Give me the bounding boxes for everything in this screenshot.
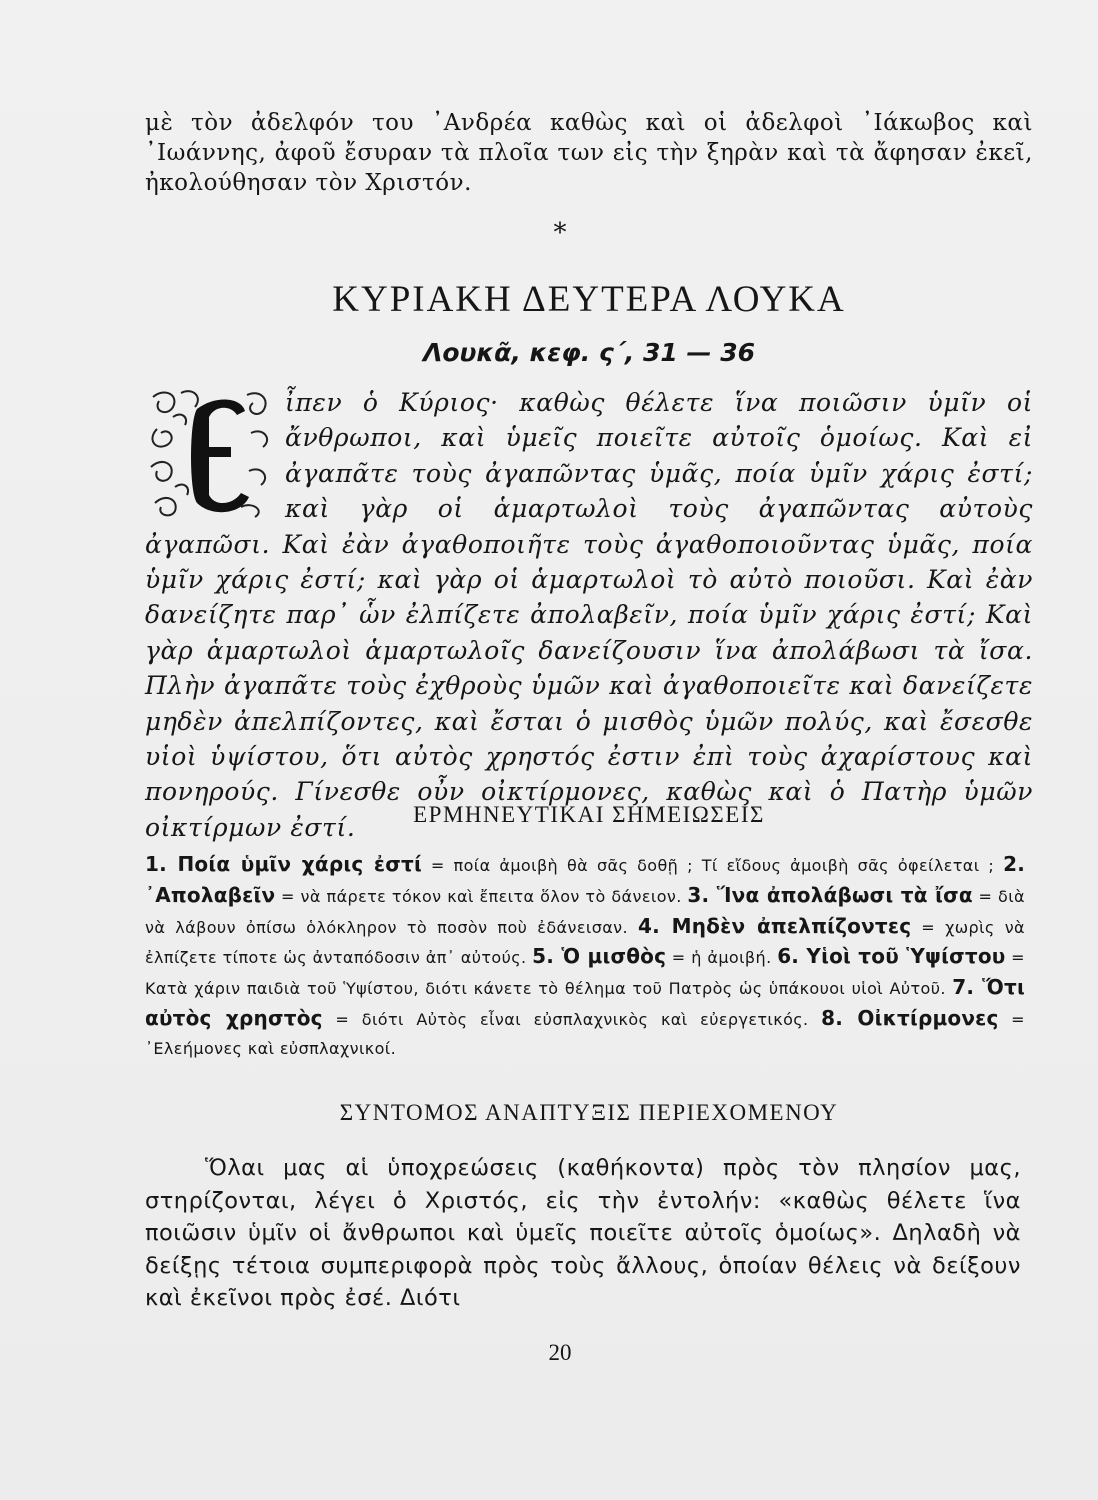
- summary-paragraph: Ὅλαι μας αἱ ὑποχρεώσεις (καθήκοντα) πρὸς τὸν πλησίον μας, στηρίζονται, λέγει ὁ Χριστός, εἰς τὴν ἐντολήν: «καθὼς θέλετε ἵνα ποιῶσιν ὑμῖν οἱ ἄνθρωποι καὶ ὑμεῖς ποιεῖτε αὐτοῖς ὁμοίως». Δηλαδὴ νὰ δείξῃς τέτοια συμπεριφορὰ πρὸς τοὺς ἄλλους, ὁποίαν θέλεις νὰ δείξουν καὶ ἐκεῖνοι πρὸς ἐσέ. Διότι: [145, 1155, 1021, 1312]
- note-term: 5. Ὁ μισθὸς: [532, 944, 667, 969]
- note-definition: = Κατὰ χάριν παιδιὰ τοῦ Ὑψίστου, διότι κάνετε τὸ θέλημα τοῦ Πατρὸς ὡς ὑπάκουοι υἱοὶ Αὐτοῦ.: [145, 948, 1025, 999]
- note-term: 6. Υἱοὶ τοῦ Ὑψίστου: [777, 944, 1006, 969]
- note-term: 2. ᾿Απολαβεῖν: [145, 852, 1025, 907]
- scripture-reference: Λουκᾶ, κεφ. ς΄, 31 — 36: [422, 338, 756, 367]
- gospel-text: [145, 385, 1033, 845]
- note-term: 8. Οἰκτίρμονες: [821, 1005, 999, 1030]
- note-definition: = ᾿Ελεήμονες καὶ εὐσπλαχνικοί.: [145, 1009, 1025, 1058]
- note-definition: = ποία ἀμοιβὴ θὰ σᾶς δοθῇ ; Τί εἴδους ἀμοιβὴ σᾶς ὀφείλεται ;: [430, 856, 995, 875]
- note-term: 1. Ποία ὑμῖν χάρις ἐστί: [145, 852, 423, 876]
- note-term: 7. Ὅτι αὐτὸς χρηστὸς: [145, 975, 1025, 1030]
- gospel-body: ἶπεν ὁ Κύριος· καθὼς θέλετε ἵνα ποιῶσιν ὑμῖν οἱ ἄνθρωποι, καὶ ὑμεῖς ποιεῖτε αὐτοῖς ὁμοίως. Καὶ εἰ ἀγαπᾶτε τοὺς ἀγαπῶντας ὑμᾶς, ποία ὑμῖν χάρις ἐστί; καὶ γὰρ οἱ ἁμαρτωλοὶ τοὺς ἀγαπῶντας αὐτοὺς ἀγαπῶσι. Καὶ ἐὰν ἀγαθοποιῆτε τοὺς ἀγαθοποιοῦντας ὑμᾶς, ποία ὑμῖν χάρις ἐστί; καὶ γὰρ οἱ ἁμαρτωλοὶ τὸ αὐτὸ ποιοῦσι. Καὶ ἐὰν δανείζητε παρ᾿ ὧν ἐλπίζετε ἀπολαβεῖν, ποία ὑμῖν χάρις ἐστί; Καὶ γὰρ ἁμαρτωλοὶ ἁμαρτωλοῖς δανείζουσιν ἵνα ἀπολάβωσι τὰ ἴσα. Πλὴν ἀγαπᾶτε τοὺς ἐχθροὺς ὑμῶν καὶ ἀγαθοποιεῖτε καὶ δανείζετε μηδὲν ἀπελπίζοντες, καὶ ἔσται ὁ μισθὸς ὑμῶν πολύς, καὶ ἔσεσθε υἱοὶ ὑψίστου, ὅτι αὐτὸς χρηστός ἐστιν ἐπὶ τοὺς ἀχαρίστους καὶ πονηρούς. Γίνεσθε οὖν οἰκτίρμονες, καθὼς καὶ ὁ Πατὴρ ὑμῶν οἰκτίρμων ἐστί.: [145, 388, 1033, 842]
- explanatory-notes: [145, 850, 1025, 1064]
- note-definition: = νὰ πάρετε τόκον καὶ ἔπειτα ὅλον τὸ δάνειον.: [281, 886, 682, 906]
- section-separator: *: [553, 218, 567, 248]
- note-term: 3. Ἵνα ἀπολάβωσι τὰ ἴσα: [687, 882, 973, 907]
- page-number: 20: [548, 1340, 572, 1365]
- note-definition: = ἡ ἀμοιβή.: [671, 948, 772, 968]
- note-definition: = διότι Αὐτὸς εἶναι εὐσπλαχνικὸς καὶ εὐεργετικός.: [335, 1009, 809, 1029]
- ornamental-drop-cap: [145, 387, 277, 521]
- note-term: 4. Μηδὲν ἀπελπίζοντες: [638, 913, 912, 938]
- note-definition: = χωρὶς νὰ ἐλπίζετε τίποτε ὡς ἀνταπόδοσιν ἀπ᾿ αὐτούς.: [145, 917, 1025, 968]
- notes-title: ΕΡΜΗΝΕΥΤΙΚΑΙ ΣΗΜΕΙΩΣΕΙΣ: [413, 802, 765, 827]
- section-heading: ΚΥΡΙΑΚΗ ΔΕΥΤΕΡΑ ΛΟΥΚΑ: [332, 279, 846, 320]
- note-definition: = διὰ νὰ λάβουν ὀπίσω ὁλόκληρον τὸ ποσὸν ποὺ ἐδάνεισαν.: [145, 886, 1025, 937]
- note-item: [532, 944, 772, 969]
- intro-paragraph: μὲ τὸν ἀδελφόν του ᾿Ανδρέα καθὼς καὶ οἱ ἀδελφοὶ ᾿Ιάκωβος καὶ ᾿Ιωάννης, ἀφοῦ ἔσυραν τὰ πλοῖα των εἰς τὴν ξηρὰν καὶ τὰ ἄφησαν ἐκεῖ, ἠκολούθησαν τὸν Χριστόν.: [145, 110, 1033, 196]
- note-item: [145, 852, 995, 876]
- summary-title: ΣΥΝΤΟΜΟΣ ΑΝΑΠΤΥΞΙΣ ΠΕΡΙΕΧΟΜΕΝΟΥ: [339, 1100, 839, 1125]
